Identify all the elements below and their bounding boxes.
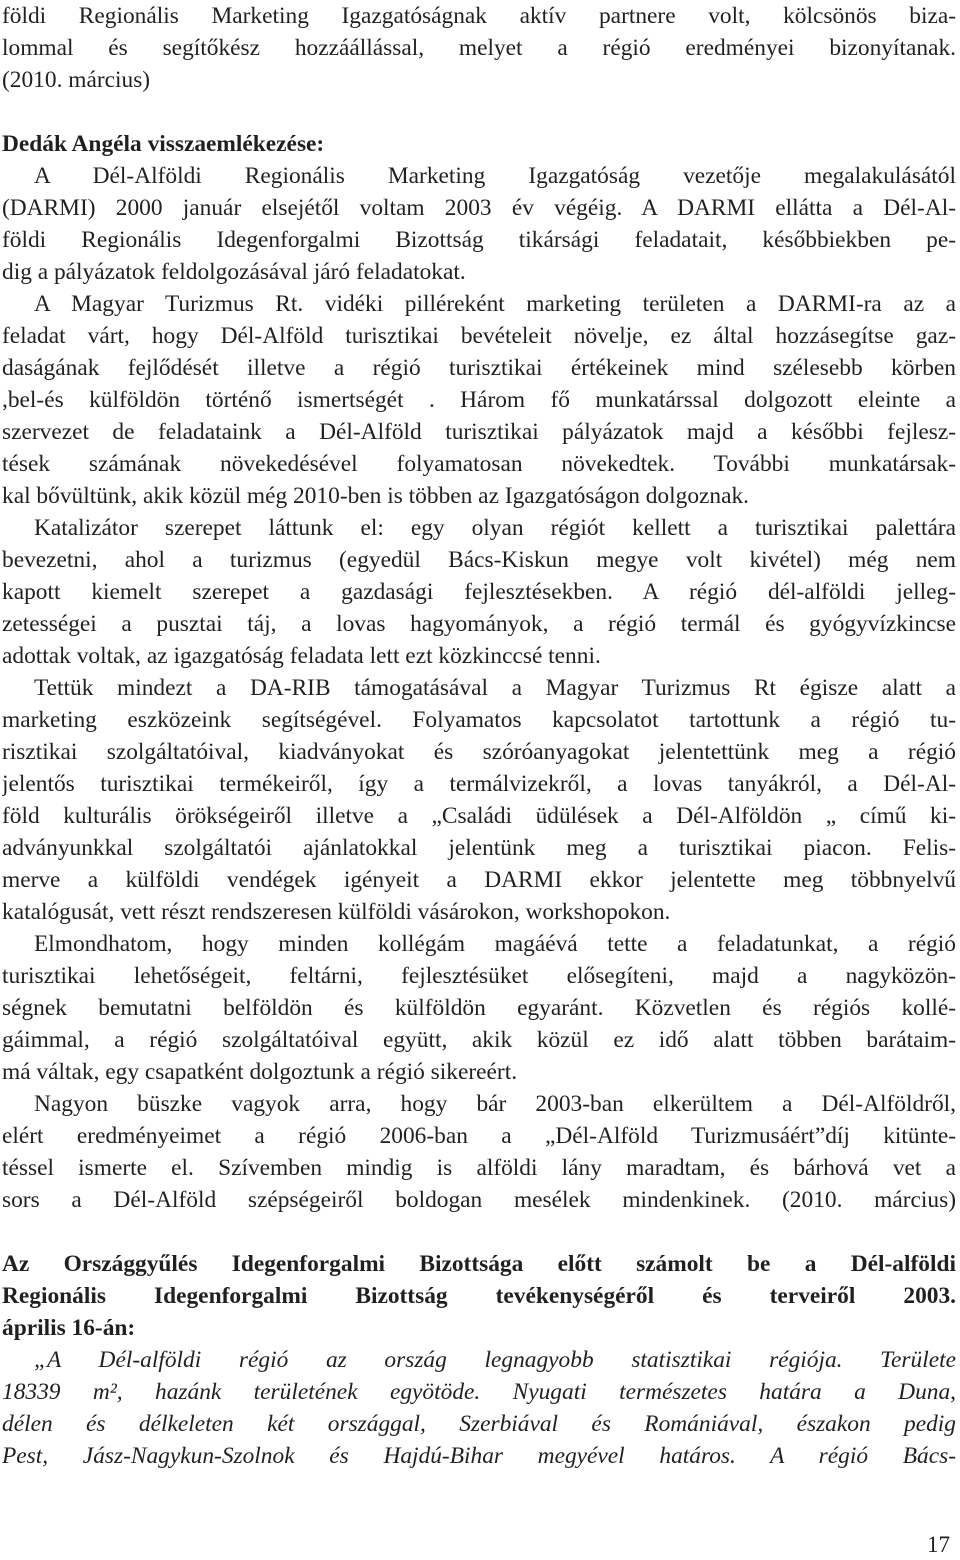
text-line: má váltak, egy csapatként dolgoztunk a régió sikereért. [2, 1059, 518, 1085]
text-line: risztikai szolgáltatóival, kiadványokat és szóróanyagokat jelentettünk meg a régió [2, 739, 956, 765]
text-line: kal bővültünk, akik közül még 2010-ben is többen az Igazgatóságon dolgoznak. [2, 483, 750, 509]
text-line: ségnek bemutatni belföldön és külföldön egyaránt. Közvetlen és régiós kollé- [2, 995, 956, 1021]
bold-heading-line: Regionális Idegenforgalmi Bizottság tevékenységéről és terveiről 2003. [2, 1283, 956, 1309]
text-line: jelentős turisztikai termékeiről, így a termálvizekről, a lovas tanyákról, a Dél-Al- [2, 771, 956, 797]
text-line: téssel ismerte el. Szívemben mindig is alföldi lány maradtam, és bárhová vet a [2, 1155, 956, 1181]
bold-heading-line: április 16-án: [2, 1315, 136, 1341]
section-heading [2, 128, 956, 160]
text-line: merve a külföldi vendégek igényeit a DARMI ekkor jelentette meg többnyelvű [2, 867, 956, 893]
text-line: lommal és segítőkész hozzáállással, melyet a régió eredményei bizonyítanak. [2, 35, 956, 61]
text-line: zetességei a pusztai táj, a lovas hagyományok, a régió termál és gyógyvízkincse [2, 611, 956, 637]
text-line: szervezet de feladataink a Dél-Alföld turisztikai pályázatok majd a későbbi fejlesz- [2, 419, 956, 445]
text-line: A Magyar Turizmus Rt. vidéki pilléreként marketing területen a DARMI-ra az a [34, 291, 956, 317]
text-line: bevezetni, ahol a turizmus (egyedül Bács-Kiskun megye volt kivétel) még nem [2, 547, 956, 573]
text-line: daságának fejlődését illetve a régió turisztikai értékeinek mind szélesebb körben [2, 355, 956, 381]
text-line: tések számának növekedésével folyamatosan növekedtek. További munkatársak- [2, 451, 956, 477]
text-line: turisztikai lehetőségeit, feltárni, fejlesztésüket elősegíteni, majd a nagyközön- [2, 963, 956, 989]
text-line: (DARMI) 2000 január elsejétől voltam 2003 év végéig. A DARMI ellátta a Dél-Al- [2, 195, 956, 221]
text-line: elért eredményeimet a régió 2006-ban a „Dél-Alföld Turizmusáért”díj kitünte- [2, 1123, 956, 1149]
text-line: földi Regionális Marketing Igazgatóságnak aktív partnere volt, kölcsönös biza- [2, 3, 956, 29]
text-line: adványunkkal szolgáltatói ajánlatokkal jelentünk meg a turisztikai piacon. Felis- [2, 835, 956, 861]
italic-quote-line: 18339 m², hazánk területének egyötöde. Nyugati természetes határa a Duna, [2, 1379, 956, 1405]
text-line: adottak voltak, az igazgatóság feladata lett ezt közkinccsé tenni. [2, 643, 601, 669]
text-line: földi Regionális Idegenforgalmi Bizottság tikársági feladatait, későbbiekben pe- [2, 227, 956, 253]
text-line: föld kulturális örökségeiről illetve a „Családi üdülések a Dél-Alföldön „ című ki- [2, 803, 956, 829]
text-line: kapott kiemelt szerepet a gazdasági fejlesztésekben. A régió dél-alföldi jelleg- [2, 579, 956, 605]
text-line: Nagyon büszke vagyok arra, hogy bár 2003-ban elkerültem a Dél-Alföldről, [34, 1091, 956, 1117]
text-line: feladat várt, hogy Dél-Alföld turisztikai bevételeit növelje, ez által hozzásegítse gaz- [2, 323, 956, 349]
heading-text: Dedák Angéla visszaemlékezése: [2, 131, 325, 157]
text-line: Tettük mindezt a DA-RIB támogatásával a Magyar Turizmus Rt égisze alatt a [34, 675, 956, 701]
italic-quote-line: „A Dél-alföldi régió az ország legnagyobb statisztikai régiója. Területe [34, 1347, 956, 1373]
text-line: katalógusát, vett részt rendszeresen külföldi vásárokon, workshopokon. [2, 899, 671, 925]
text-line: sors a Dél-Alföld szépségeiről boldogan mesélek mindenkinek. (2010. március) [2, 1187, 956, 1213]
text-line: gáimmal, a régió szolgáltatóival együtt, akik közül ez idő alatt többen barátaim- [2, 1027, 956, 1053]
text-line: Elmondhatom, hogy minden kollégám magáévá tette a feladatunkat, a régió [34, 931, 956, 957]
text-line: A Dél-Alföldi Regionális Marketing Igazgatóság vezetője megalakulásától [34, 163, 956, 189]
italic-quote-line: Pest, Jász-Nagykun-Szolnok és Hajdú-Bihar megyével határos. A régió Bács- [2, 1443, 956, 1469]
text-line: marketing eszközeink segítségével. Folyamatos kapcsolatot tartottunk a régió tu- [2, 707, 956, 733]
text-line: (2010. március) [2, 67, 151, 93]
text-line: dig a pályázatok feldolgozásával járó feladatokat. [2, 259, 466, 285]
italic-quote-line: délen és délkeleten két országgal, Szerbiával és Romániával, északon pedig [2, 1411, 956, 1437]
bold-heading-line: Az Országgyűlés Idegenforgalmi Bizottsága előtt számolt be a Dél-alföldi [2, 1251, 956, 1277]
text-line: ,bel-és külföldön történő ismertségét . Három fő munkatárssal dolgozott eleinte a [2, 387, 956, 413]
page-number: 17 [927, 1532, 950, 1557]
text-line: Katalizátor szerepet láttunk el: egy olyan régiót kellett a turisztikai palettára [34, 515, 956, 541]
